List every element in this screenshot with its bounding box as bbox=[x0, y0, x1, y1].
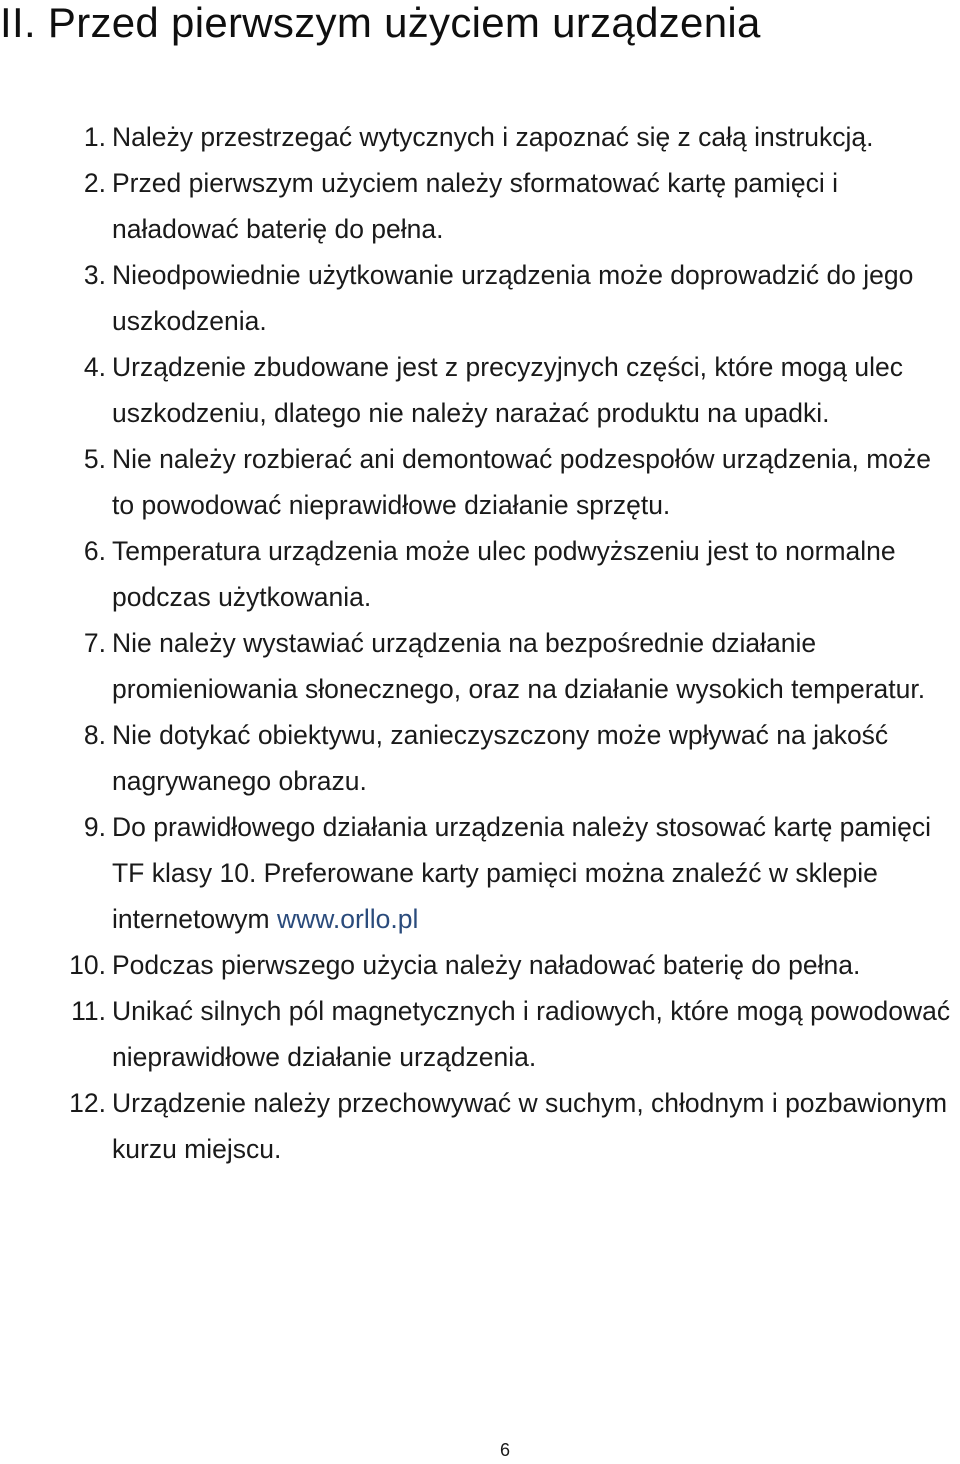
list-item bbox=[0, 160, 960, 252]
item-number: 8. bbox=[83, 720, 106, 750]
item-number: 4. bbox=[83, 352, 106, 382]
item-text: Unikać silnych pól magnetycznych i radiowych, które mogą powodować nieprawidłowe działanie urządzenia. bbox=[112, 996, 951, 1072]
item-text-content: Do prawidłowego działania urządzenia należy stosować kartę pamięci TF klasy 10. Preferowane karty pamięci można znaleźć w sklepie internetowym bbox=[112, 812, 931, 934]
item-number: 11. bbox=[71, 996, 106, 1026]
list-item bbox=[0, 1080, 960, 1172]
item-number: 10. bbox=[69, 950, 106, 980]
item-text: Nie należy wystawiać urządzenia na bezpośrednie działanie promieniowania słonecznego, oraz na działanie wysokich temperatur. bbox=[112, 628, 926, 704]
item-text: Nieodpowiednie użytkowanie urządzenia może doprowadzić do jego uszkodzenia. bbox=[112, 260, 914, 336]
list-item bbox=[0, 804, 960, 942]
item-text: Urządzenie zbudowane jest z precyzyjnych części, które mogą ulec uszkodzeniu, dlatego nie należy narażać produktu na upadki. bbox=[112, 352, 903, 428]
item-text: Nie dotykać obiektywu, zanieczyszczony może wpływać na jakość nagrywanego obrazu. bbox=[112, 720, 889, 796]
item-number: 7. bbox=[83, 628, 106, 658]
item-number: 2. bbox=[83, 168, 106, 198]
list-item bbox=[0, 988, 960, 1080]
item-text: Podczas pierwszego użycia należy naładować baterię do pełna. bbox=[112, 950, 861, 980]
item-number: 3. bbox=[83, 260, 106, 290]
list-item bbox=[0, 620, 960, 712]
page-title: II. Przed pierwszym użyciem urządzenia bbox=[0, 0, 761, 46]
list-item bbox=[0, 252, 960, 344]
item-text: Urządzenie należy przechowywać w suchym, chłodnym i pozbawionym kurzu miejscu. bbox=[112, 1088, 948, 1164]
item-text: Należy przestrzegać wytycznych i zapoznać się z całą instrukcją. bbox=[112, 122, 874, 152]
item-number: 1. bbox=[83, 122, 106, 152]
item-number: 9. bbox=[83, 812, 106, 842]
item-text bbox=[112, 804, 960, 942]
item-number: 12. bbox=[69, 1088, 106, 1118]
page-number: 6 bbox=[499, 1440, 510, 1460]
list-item bbox=[0, 436, 960, 528]
item-text: Przed pierwszym użyciem należy sformatować kartę pamięci i naładować baterię do pełna. bbox=[112, 168, 839, 244]
list-item bbox=[0, 528, 960, 620]
list-item bbox=[0, 344, 960, 436]
item-text: Nie należy rozbierać ani demontować podzespołów urządzenia, może to powodować nieprawidłowe działanie sprzętu. bbox=[112, 444, 932, 520]
list-item bbox=[0, 114, 960, 160]
instructions-list bbox=[0, 114, 960, 1172]
list-item bbox=[0, 942, 960, 988]
item-number: 6. bbox=[83, 536, 106, 566]
item-text: Temperatura urządzenia może ulec podwyższeniu jest to normalne podczas użytkowania. bbox=[112, 536, 896, 612]
shop-link[interactable]: www.orllo.pl bbox=[276, 904, 419, 934]
list-item bbox=[0, 712, 960, 804]
item-number: 5. bbox=[83, 444, 106, 474]
